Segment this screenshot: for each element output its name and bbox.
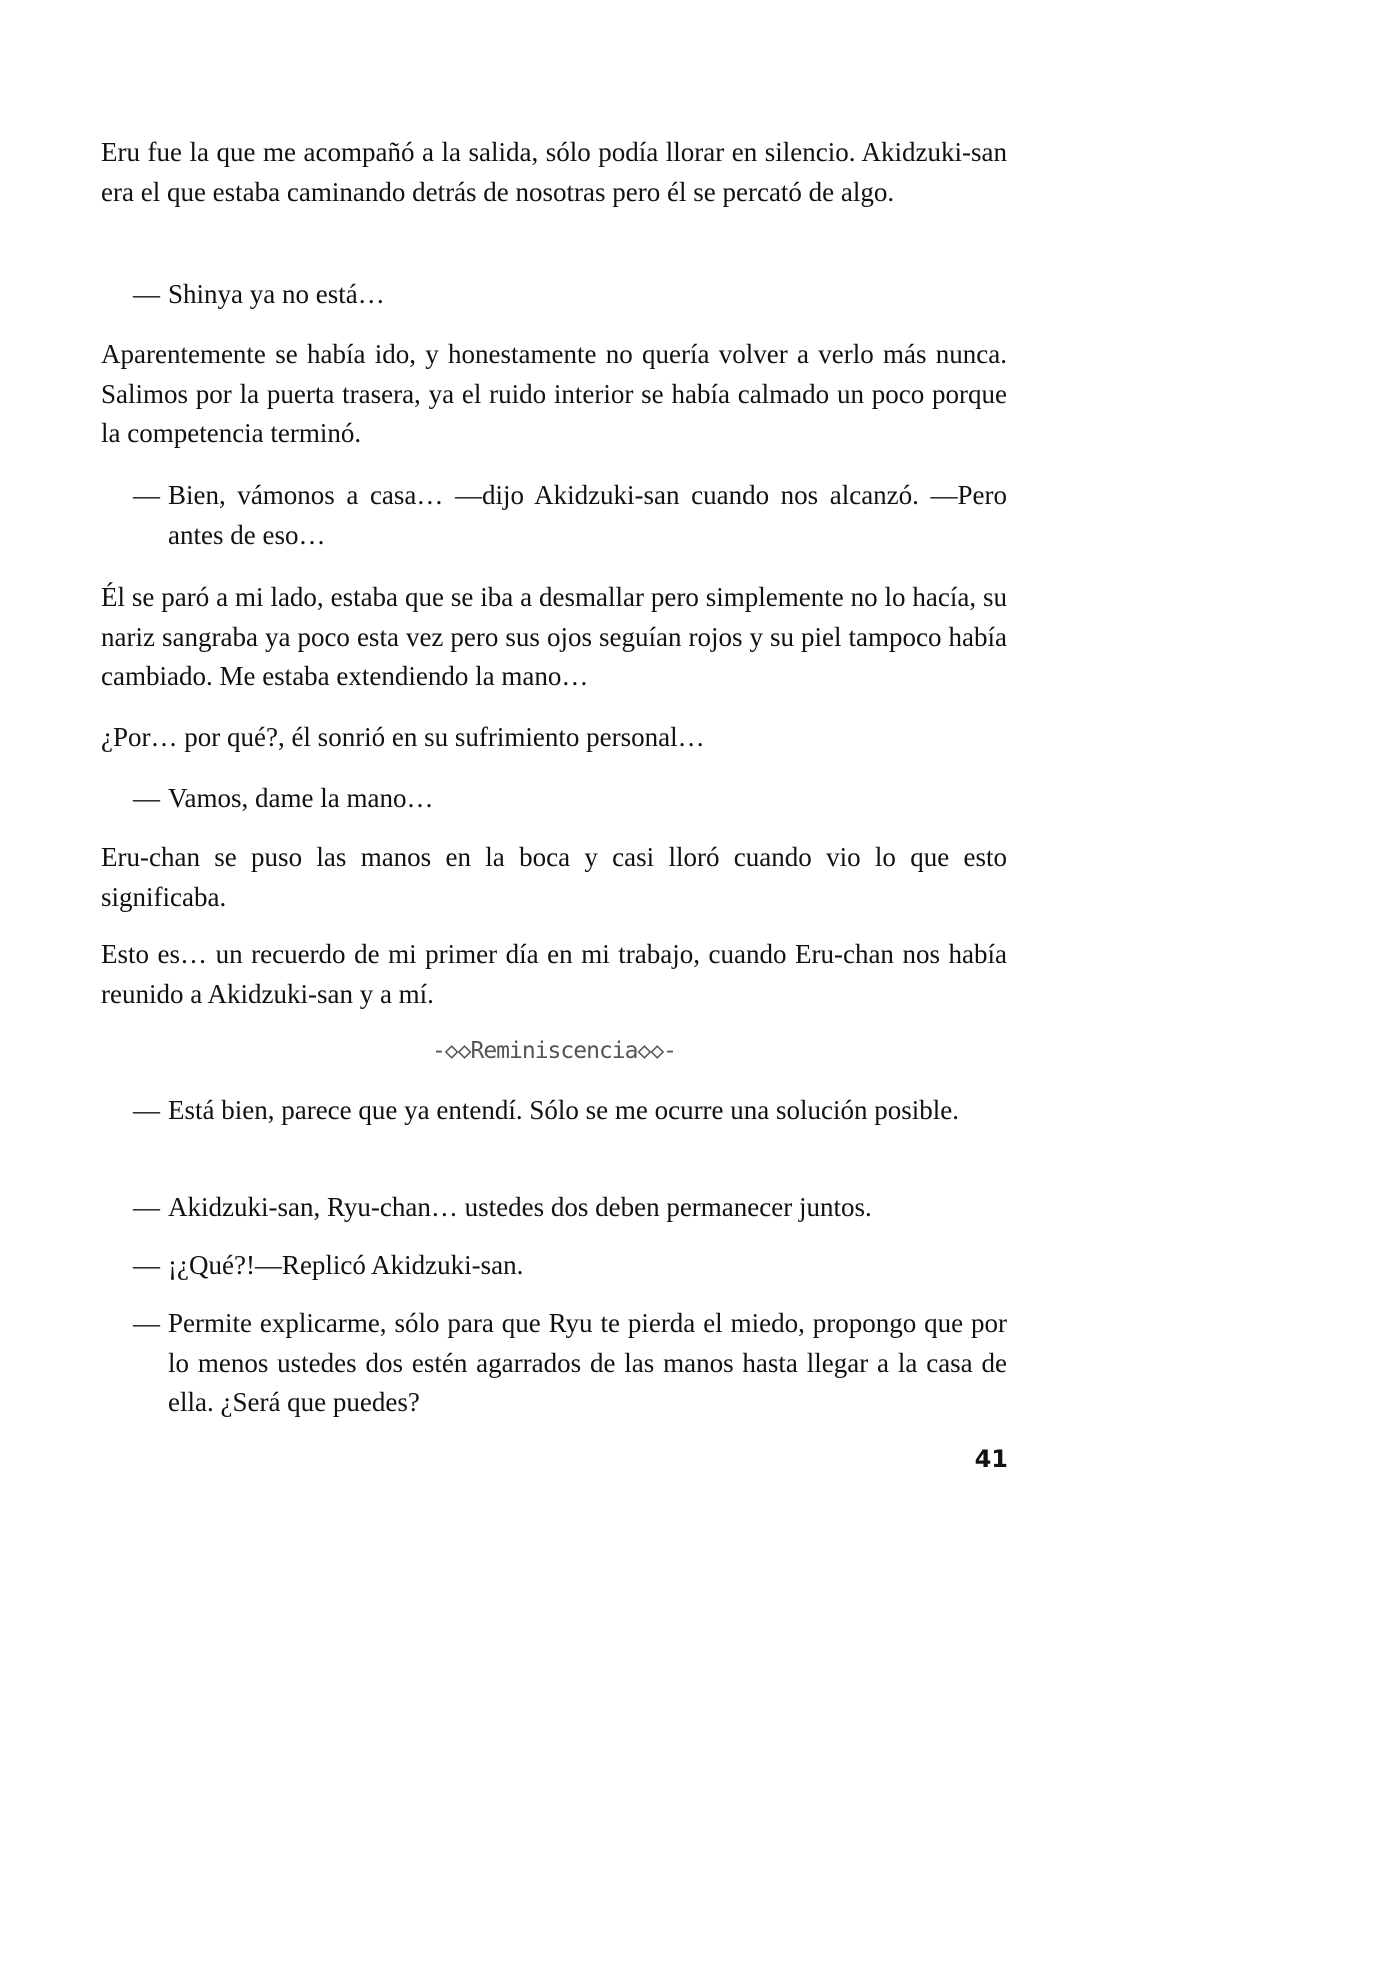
dialogue-dash: — [133, 279, 160, 309]
dialogue-text: Vamos, dame la mano… [168, 783, 434, 813]
dialogue-text: Permite explicarme, sólo para que Ryu te pierda el miedo, propongo que por lo menos ustedes dos estén agarrados de las manos hasta llegar a la casa de ella. ¿Será que puedes? [168, 1308, 1007, 1417]
dialogue-dash: — [133, 1095, 160, 1125]
dialogue-text: Shinya ya no está… [168, 279, 385, 309]
dialogue-text: ¡¿Qué?!—Replicó Akidzuki-san. [168, 1250, 524, 1280]
dialogue-dash: — [133, 783, 160, 813]
dialogue-dash: — [133, 1308, 160, 1338]
dialogue-dash: — [133, 480, 160, 510]
paragraph: Eru-chan se puso las manos en la boca y casi lloró cuando vio lo que esto significaba. [101, 842, 1007, 912]
dialogue-dash: — [133, 1192, 160, 1222]
paragraph: ¿Por… por qué?, él sonrió en su sufrimiento personal… [101, 722, 705, 752]
paragraph: Esto es… un recuerdo de mi primer día en mi trabajo, cuando Eru-chan nos había reunido a Akidzuki-san y a mí. [101, 939, 1007, 1009]
dialogue-line [133, 1246, 1007, 1286]
paragraph: Aparentemente se había ido, y honestamente no quería volver a verlo más nunca. Salimos por la puerta trasera, ya el ruido interior se había calmado un poco porque la competencia terminó. [101, 339, 1007, 448]
dialogue-line [133, 1304, 1007, 1423]
dialogue-text: Bien, vámonos a casa… —dijo Akidzuki-san cuando nos alcanzó. —Pero antes de eso… [168, 480, 1007, 550]
dialogue-line [133, 1091, 1007, 1131]
dialogue-line [133, 476, 1007, 555]
dialogue-dash: — [133, 1250, 160, 1280]
dialogue-line [133, 275, 1007, 315]
paragraph: Eru fue la que me acompañó a la salida, sólo podía llorar en silencio. Akidzuki-san era el que estaba caminando detrás de nosotras pero él se percató de algo. [101, 137, 1007, 207]
dialogue-text: Akidzuki-san, Ryu-chan… ustedes dos deben permanecer juntos. [168, 1192, 872, 1222]
scene-break: -◇◇Reminiscencia◇◇- [431, 1038, 677, 1064]
dialogue-text: Está bien, parece que ya entendí. Sólo se me ocurre una solución posible. [168, 1095, 960, 1125]
paragraph: Él se paró a mi lado, estaba que se iba a desmallar pero simplemente no lo hacía, su nariz sangraba ya poco esta vez pero sus ojos seguían rojos y su piel tampoco había cambiado. Me estaba extendiendo la mano… [101, 582, 1007, 691]
dialogue-line [133, 779, 1007, 819]
dialogue-line [133, 1188, 1007, 1228]
page-number: 41 [974, 1445, 1008, 1473]
